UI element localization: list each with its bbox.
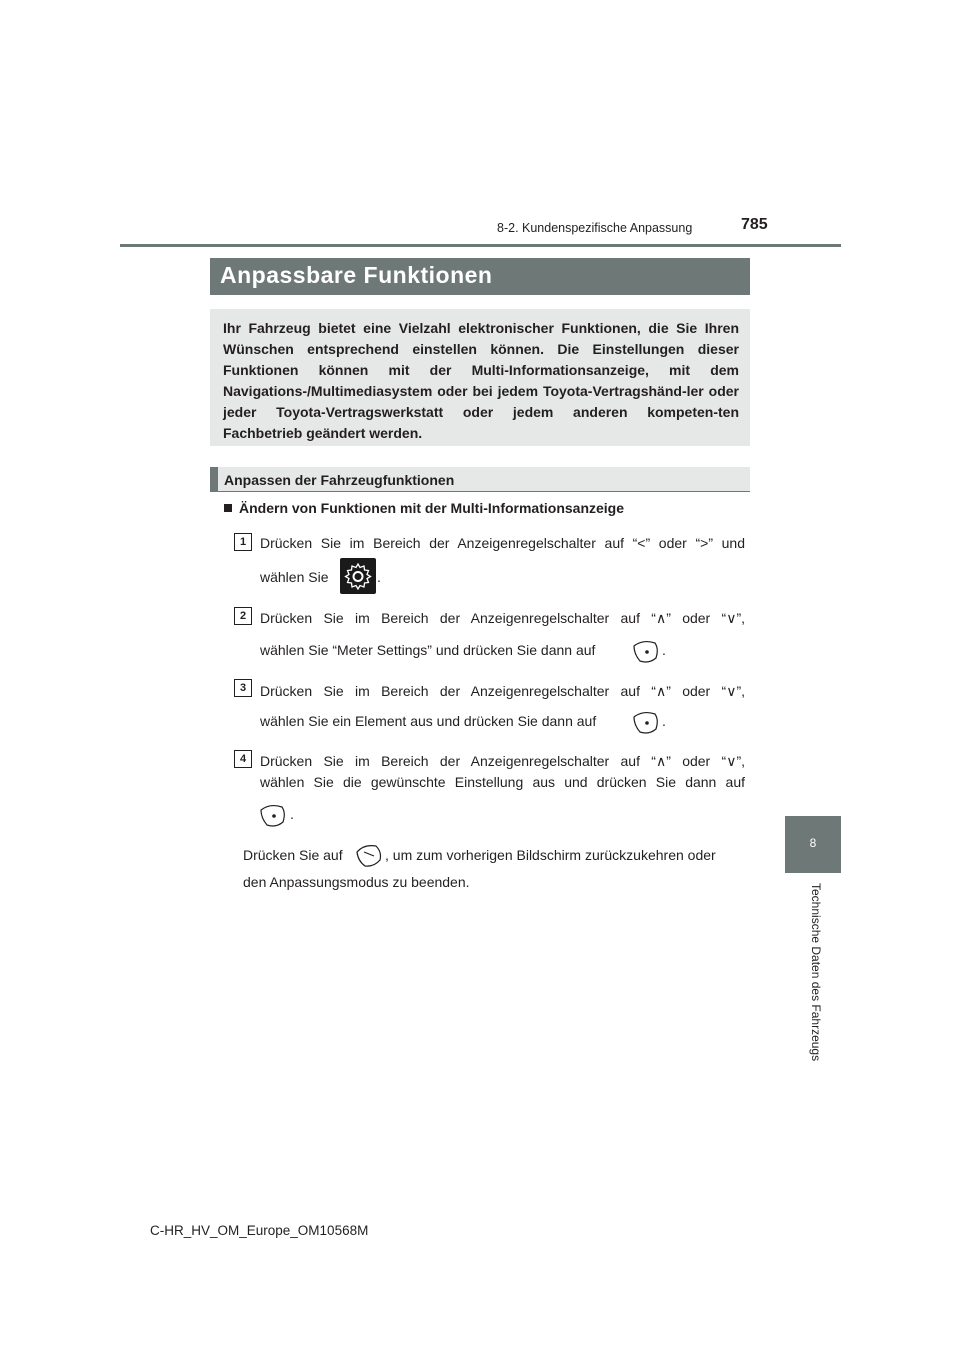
gear-icon bbox=[340, 558, 376, 594]
intro-box bbox=[210, 309, 750, 446]
subsection-bar bbox=[210, 467, 750, 492]
step-number-2: 2 bbox=[234, 607, 252, 625]
ok-switch-icon bbox=[631, 636, 661, 666]
intro-text: Ihr Fahrzeug bietet eine Vielzahl elektronischer Funktionen, die Sie Ihren Wünschen entsprechend einstellen können. Die Einstellungen dieser Funktionen können mit der Multi-Informationsanzeige, mit dem Navigations-/Multimediasystem oder bei jedem Toyota-Vertragshänd-ler oder jeder Toyota-Vertragswerkstatt oder jedem anderen kompeten-ten Fachbetrieb geändert werden. bbox=[223, 320, 739, 441]
header-section: 8-2. Kundenspezifische Anpassung bbox=[497, 221, 693, 235]
page-title: Anpassbare Funktionen bbox=[220, 262, 493, 288]
back-switch-icon bbox=[354, 840, 384, 870]
subsection-accent bbox=[210, 467, 218, 492]
bullet-heading-text: Ändern von Funktionen mit der Multi-Informationsanzeige bbox=[239, 500, 625, 516]
note-line-1-start: Drücken Sie auf bbox=[243, 847, 343, 863]
step-3-line-1: Drücken Sie im Bereich der Anzeigenregelschalter auf “∧” oder “∨”, bbox=[260, 683, 745, 699]
step-number-4: 4 bbox=[234, 750, 252, 768]
title-bar bbox=[210, 258, 750, 295]
ok-switch-icon bbox=[631, 707, 661, 737]
step-number-1: 1 bbox=[234, 533, 252, 551]
step-2-line-2: wählen Sie “Meter Settings” und drücken Sie dann auf bbox=[260, 642, 596, 658]
step-4-line-3-end: . bbox=[290, 806, 294, 822]
step-1-line-2: wählen Sie bbox=[260, 569, 329, 585]
step-3-line-2-end: . bbox=[662, 713, 666, 729]
step-number-3: 3 bbox=[234, 679, 252, 697]
ok-switch-icon bbox=[258, 800, 288, 830]
step-4-line-1: Drücken Sie im Bereich der Anzeigenregelschalter auf “∧” oder “∨”, bbox=[260, 753, 745, 769]
step-1-line-1: Drücken Sie im Bereich der Anzeigenregelschalter auf “<” oder “>” und bbox=[260, 535, 745, 551]
page-number: 785 bbox=[741, 216, 768, 233]
step-1-line-2-end: . bbox=[377, 569, 381, 585]
step-2-line-2-end: . bbox=[662, 642, 666, 658]
step-3-line-2: wählen Sie ein Element aus und drücken Sie dann auf bbox=[260, 713, 597, 729]
step-4-line-2: wählen Sie die gewünschte Einstellung aus und drücken Sie dann auf bbox=[260, 774, 745, 790]
bullet-square-icon bbox=[224, 504, 232, 512]
step-2-line-1: Drücken Sie im Bereich der Anzeigenregelschalter auf “∧” oder “∨”, bbox=[260, 610, 745, 626]
note-line-2: den Anpassungsmodus zu beenden. bbox=[243, 874, 470, 890]
subsection-title: Anpassen der Fahrzeugfunktionen bbox=[224, 472, 455, 488]
chapter-tab bbox=[785, 816, 841, 873]
chapter-number: 8 bbox=[809, 836, 817, 850]
note-line-1-end: , um zum vorherigen Bildschirm zurückzukehren oder bbox=[385, 847, 716, 863]
footer-doc-id: C-HR_HV_OM_Europe_OM10568M bbox=[150, 1223, 369, 1238]
chapter-label: Technische Daten des Fahrzeugs bbox=[809, 883, 823, 1062]
header-rule bbox=[120, 244, 841, 247]
bullet-heading bbox=[224, 500, 624, 516]
